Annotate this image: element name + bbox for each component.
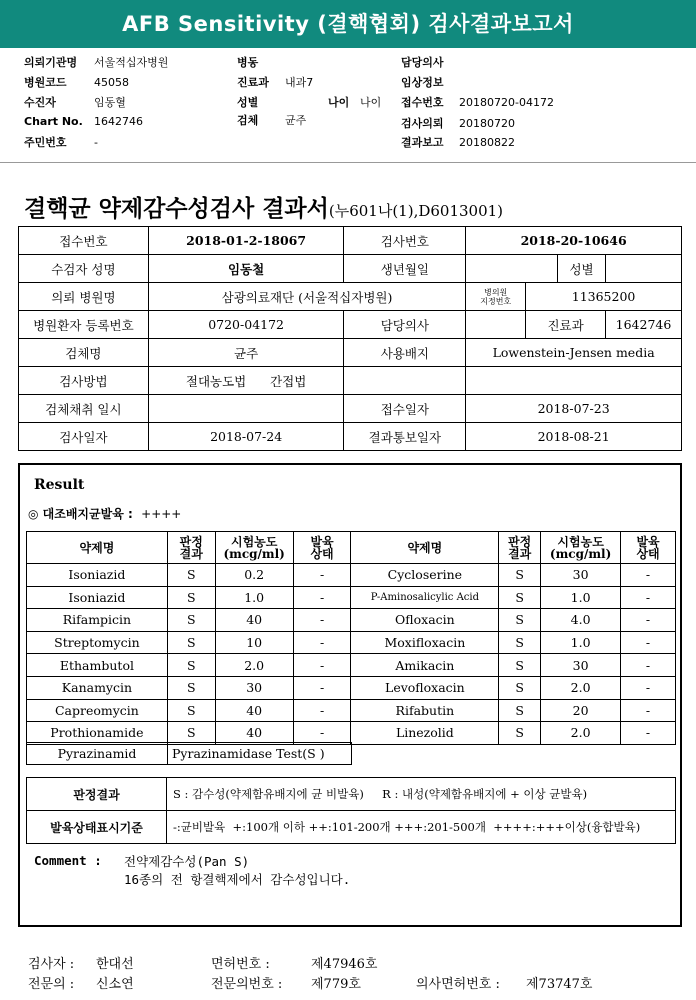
sex-label: 성별 — [237, 96, 259, 109]
specialist-no: 제779호 — [311, 977, 361, 992]
right-drug-cell: Ofloxacin — [351, 609, 499, 632]
control-growth-value: ++++ — [141, 507, 182, 521]
designation-value: 11365200 — [526, 283, 682, 311]
judge-header-l2: 결과 — [179, 546, 203, 561]
right-drug-cell: Rifabutin — [351, 699, 499, 722]
age-value: 나이 — [360, 96, 382, 109]
right-judge-cell: S — [499, 699, 541, 722]
result-label: Result — [34, 477, 85, 493]
designation-label-1: 병의원 — [484, 287, 508, 297]
left-judge-cell: S — [167, 722, 215, 745]
accession-value: 20180720-04172 — [459, 96, 554, 109]
received-date-label: 접수일자 — [344, 395, 466, 423]
comment-line: 전약제감수성(Pan S) — [124, 854, 250, 869]
growth-header-r1: 발육 — [636, 534, 660, 549]
designation-label — [466, 283, 526, 311]
right-drug-cell: Moxifloxacin — [351, 631, 499, 654]
dob-label: 생년월일 — [344, 255, 466, 283]
left-conc-cell: 0.2 — [215, 564, 293, 587]
dept-value: 내과7 — [285, 76, 314, 89]
legend-table — [26, 777, 676, 844]
left-judge-cell: S — [167, 631, 215, 654]
hospital-code-value: 45058 — [94, 76, 129, 89]
left-conc-cell: 1.0 — [215, 586, 293, 609]
attending-doctor-value — [466, 311, 526, 339]
patient-name-label: 수검자 성명 — [19, 255, 149, 283]
test-date-label: 검사일자 — [19, 423, 149, 451]
left-judge-cell: S — [167, 676, 215, 699]
right-conc-cell: 1.0 — [541, 631, 621, 654]
test-date-value: 2018-07-24 — [148, 423, 344, 451]
received-date-value: 2018-07-23 — [466, 395, 682, 423]
method-empty — [344, 367, 466, 395]
report-code: (누601나(1),D6013001) — [328, 202, 504, 220]
drug-table — [26, 531, 676, 745]
left-conc-cell: 30 — [215, 676, 293, 699]
left-drug-cell: Kanamycin — [27, 676, 168, 699]
order-info — [0, 54, 696, 164]
specimen-name-label: 검체명 — [19, 339, 149, 367]
doctor-label: 담당의사 — [401, 56, 444, 69]
comment-line: 16종의 전 항결핵제에서 감수성입니다. — [124, 872, 351, 887]
signature-line-1 — [28, 953, 377, 972]
specialist-label: 전문의 : — [28, 977, 75, 992]
right-growth-cell: - — [621, 586, 676, 609]
report-title — [24, 190, 503, 223]
conc-header-r2: (mcg/ml) — [549, 546, 612, 561]
right-conc-cell: 1.0 — [541, 586, 621, 609]
method-empty-2 — [466, 367, 682, 395]
conc-header-l1: 시험농도 — [230, 534, 278, 549]
right-judge-cell: S — [499, 564, 541, 587]
growth-header-l1: 발육 — [310, 534, 334, 549]
notify-date-label: 결과통보일자 — [344, 423, 466, 451]
judge-header-l1: 판정 — [179, 534, 203, 549]
chart-no-label: Chart No. — [24, 115, 83, 128]
growth-legend-text: -:균비발육 +:100개 이하 ++:101-200개 +++:201-500개 ++++:+++이상(융합발육) — [167, 811, 676, 844]
patient-name-value: 임동철 — [148, 255, 344, 283]
left-conc-cell: 40 — [215, 699, 293, 722]
comment-text — [124, 853, 350, 889]
chart-no-value: 1642746 — [94, 115, 143, 128]
left-growth-cell: - — [293, 699, 351, 722]
judge-header-right — [499, 532, 541, 564]
comment — [34, 853, 351, 887]
collection-date-label: 검체채취 일시 — [19, 395, 149, 423]
pyrazinamide-label: Pyrazinamid — [27, 743, 168, 765]
right-conc-cell: 4.0 — [541, 609, 621, 632]
doctor-license-label: 의사면허번호 : — [416, 977, 500, 992]
left-drug-cell: Rifampicin — [27, 609, 168, 632]
right-conc-cell: 20 — [541, 699, 621, 722]
pyrazinamide-value: Pyrazinamidase Test(S ) — [168, 743, 352, 765]
left-growth-cell: - — [293, 609, 351, 632]
drug-row — [27, 676, 676, 699]
control-growth-label: ◎ 대조배지균발육 : — [28, 507, 133, 521]
department-label: 진료과 — [526, 311, 606, 339]
left-judge-cell: S — [167, 609, 215, 632]
collection-date-value — [148, 395, 344, 423]
age-label: 나이 — [328, 96, 350, 109]
right-conc-cell: 30 — [541, 654, 621, 677]
license-no: 제47946호 — [311, 957, 378, 972]
right-conc-cell: 2.0 — [541, 722, 621, 745]
report-date-value: 20180822 — [459, 136, 515, 149]
conc-header-r1: 시험농도 — [557, 534, 604, 549]
judge-legend-text — [167, 778, 676, 811]
right-growth-cell: - — [621, 631, 676, 654]
sex-label-cell: 성별 — [558, 255, 606, 283]
resident-no-value: - — [94, 136, 98, 149]
test-no-label: 검사번호 — [344, 227, 466, 255]
method-value — [148, 367, 344, 395]
registration-label: 병원환자 등록번호 — [19, 311, 149, 339]
designation-label-2: 지정번호 — [480, 296, 512, 306]
judge-legend-label: 판정결과 — [27, 778, 167, 811]
specialist-no-label: 전문의번호 : — [211, 977, 283, 992]
judge-legend-s: S : 감수성(약제함유배지에 균 비발육) — [173, 787, 364, 801]
drug-header-left: 약제명 — [27, 532, 168, 564]
hospital-label: 의뢰기관명 — [24, 56, 78, 69]
right-drug-cell: Linezolid — [351, 722, 499, 745]
pyrazinamide-row — [26, 742, 352, 765]
specimen-value: 균주 — [285, 114, 307, 127]
left-judge-cell: S — [167, 564, 215, 587]
sex-value-cell — [605, 255, 681, 283]
growth-header-left — [293, 532, 351, 564]
right-conc-cell: 2.0 — [541, 676, 621, 699]
method-a: 절대농도법 — [185, 373, 247, 389]
judge-header-r2: 결과 — [508, 546, 532, 561]
right-growth-cell: - — [621, 676, 676, 699]
right-drug-cell: Levofloxacin — [351, 676, 499, 699]
judge-legend-r: R : 내성(약제함유배지에 + 이상 균발육) — [382, 787, 588, 801]
report-header: AFB Sensitivity (결핵협회) 검사결과보고서 — [0, 0, 696, 48]
drug-row — [27, 564, 676, 587]
specimen-label: 검체 — [237, 114, 259, 127]
growth-header-r2: 상태 — [636, 546, 660, 561]
drug-row — [27, 699, 676, 722]
test-no-value: 2018-20-10646 — [466, 227, 682, 255]
conc-header-right — [541, 532, 621, 564]
left-judge-cell: S — [167, 699, 215, 722]
right-growth-cell: - — [621, 609, 676, 632]
method-b: 간접법 — [270, 373, 307, 389]
right-judge-cell: S — [499, 631, 541, 654]
report-title-text: 결핵균 약제감수성검사 결과서 — [24, 195, 329, 222]
attending-doctor-label: 담당의사 — [344, 311, 466, 339]
left-judge-cell: S — [167, 586, 215, 609]
growth-header-right — [621, 532, 676, 564]
drug-header-right: 약제명 — [351, 532, 499, 564]
conc-header-l2: (mcg/ml) — [223, 546, 285, 561]
hospital-code-label: 병원코드 — [24, 76, 67, 89]
control-growth — [28, 505, 181, 522]
right-judge-cell: S — [499, 676, 541, 699]
left-conc-cell: 10 — [215, 631, 293, 654]
medium-value: Lowenstein-Jensen media — [466, 339, 682, 367]
specimen-name-value: 균주 — [148, 339, 344, 367]
left-growth-cell: - — [293, 722, 351, 745]
growth-legend-label: 발육상태표시기준 — [27, 811, 167, 844]
drug-row — [27, 586, 676, 609]
department-value: 1642746 — [605, 311, 681, 339]
left-drug-cell: Prothionamide — [27, 722, 168, 745]
resident-no-label: 주민번호 — [24, 136, 67, 149]
comment-label: Comment : — [34, 853, 102, 868]
judge-header-r1: 판정 — [508, 534, 532, 549]
right-judge-cell: S — [499, 609, 541, 632]
left-growth-cell: - — [293, 631, 351, 654]
report-date-label: 결과보고 — [401, 136, 444, 149]
receipt-no-label: 접수번호 — [19, 227, 149, 255]
right-judge-cell: S — [499, 654, 541, 677]
right-growth-cell: - — [621, 699, 676, 722]
tester-label: 검사자 : — [28, 957, 75, 972]
clinical-info-label: 임상정보 — [401, 76, 444, 89]
examinee-value: 임동혈 — [94, 96, 126, 109]
left-drug-cell: Streptomycin — [27, 631, 168, 654]
left-growth-cell: - — [293, 564, 351, 587]
right-conc-cell: 30 — [541, 564, 621, 587]
left-growth-cell: - — [293, 586, 351, 609]
registration-value: 0720-04172 — [148, 311, 344, 339]
tester-name: 한대선 — [96, 957, 134, 972]
drug-row — [27, 631, 676, 654]
left-drug-cell: Capreomycin — [27, 699, 168, 722]
result-box — [18, 463, 682, 927]
right-drug-cell: Amikacin — [351, 654, 499, 677]
left-conc-cell: 40 — [215, 722, 293, 745]
specialist-name: 신소연 — [96, 977, 134, 992]
drug-row — [27, 609, 676, 632]
referring-hospital-label: 의뢰 병원명 — [19, 283, 149, 311]
accession-label: 접수번호 — [401, 96, 444, 109]
left-drug-cell: Ethambutol — [27, 654, 168, 677]
drug-row — [27, 722, 676, 745]
right-judge-cell: S — [499, 722, 541, 745]
right-drug-cell: P-Aminosalicylic Acid — [351, 586, 499, 609]
growth-header-l2: 상태 — [310, 546, 334, 561]
dob-value — [466, 255, 558, 283]
left-growth-cell: - — [293, 676, 351, 699]
request-date-value: 20180720 — [459, 117, 515, 130]
request-date-label: 검사의뢰 — [401, 117, 444, 130]
right-growth-cell: - — [621, 564, 676, 587]
right-growth-cell: - — [621, 722, 676, 745]
left-conc-cell: 2.0 — [215, 654, 293, 677]
divider — [0, 162, 696, 163]
left-conc-cell: 40 — [215, 609, 293, 632]
notify-date-value: 2018-08-21 — [466, 423, 682, 451]
left-drug-cell: Isoniazid — [27, 586, 168, 609]
referring-hospital-value: 삼광의료재단 (서울적십자병원) — [148, 283, 465, 311]
license-label: 면허번호 : — [211, 957, 270, 972]
right-judge-cell: S — [499, 586, 541, 609]
drug-row — [27, 654, 676, 677]
right-growth-cell: - — [621, 654, 676, 677]
signature-line-2 — [28, 973, 592, 992]
left-drug-cell: Isoniazid — [27, 564, 168, 587]
examinee-label: 수진자 — [24, 96, 56, 109]
right-drug-cell: Cycloserine — [351, 564, 499, 587]
method-label: 검사방법 — [19, 367, 149, 395]
left-growth-cell: - — [293, 654, 351, 677]
ward-label: 병동 — [237, 56, 259, 69]
patient-info-table — [18, 226, 682, 451]
medium-label: 사용배지 — [344, 339, 466, 367]
hospital-value: 서울적십자병원 — [94, 56, 169, 69]
judge-header-left — [167, 532, 215, 564]
left-judge-cell: S — [167, 654, 215, 677]
doctor-license-no: 제73747호 — [526, 977, 593, 992]
conc-header-left — [215, 532, 293, 564]
receipt-no-value: 2018-01-2-18067 — [148, 227, 344, 255]
dept-label: 진료과 — [237, 76, 269, 89]
